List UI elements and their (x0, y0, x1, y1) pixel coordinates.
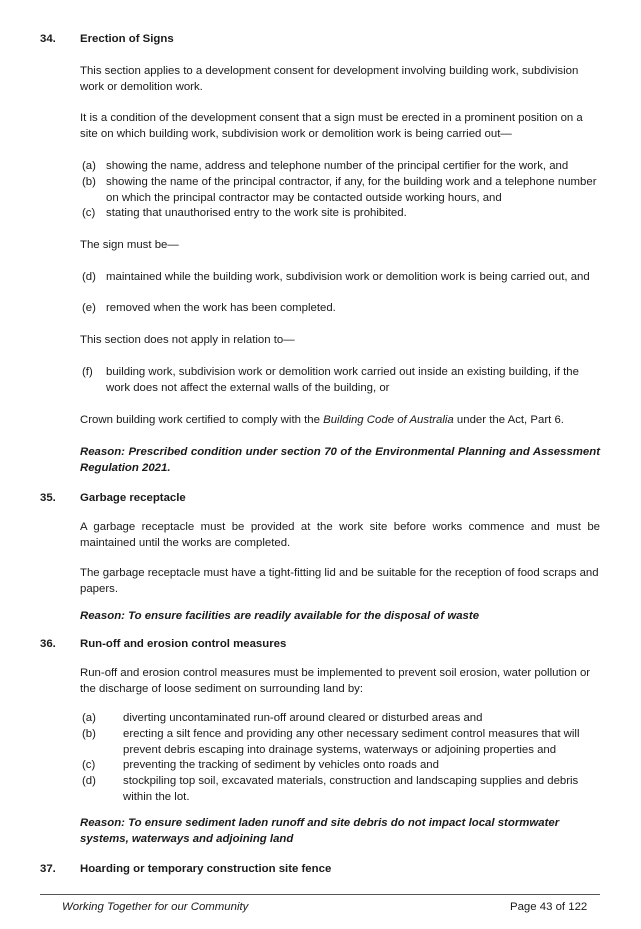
reason-statement: Reason: To ensure sediment laden runoff and site debris do not impact local stormwater systems, waterways and adjoining land (80, 817, 560, 845)
section-heading: Erection of Signs (80, 33, 174, 45)
list-label: (b) (82, 176, 96, 188)
section-number: 36. (40, 638, 56, 650)
list-item: building work, subdivision work or demolition work carried out inside an existing building, if the work does not affect the external walls of the building, or (106, 366, 579, 394)
list-label: (c) (82, 207, 96, 219)
list-label: (d) (82, 775, 96, 787)
list-item: showing the name of the principal contractor, if any, for the building work and a telephone number on which the principal contractor may be contacted outside working hours, and (106, 176, 597, 204)
paragraph: This section does not apply in relation to— (80, 334, 295, 346)
page-number: Page 43 of 122 (510, 901, 588, 913)
footer-divider (40, 894, 600, 895)
section-heading: Hoarding or temporary construction site fence (80, 863, 332, 875)
section-number: 34. (40, 33, 56, 45)
list-item: diverting uncontaminated run-off around cleared or disturbed areas and (123, 712, 483, 724)
section-number: 35. (40, 492, 56, 504)
list-item: removed when the work has been completed. (106, 302, 336, 314)
paragraph: This section applies to a development consent for development involving building work, subdivision work or demolition work. (80, 65, 579, 93)
list-item: erecting a silt fence and providing any other necessary sediment control measures that will prevent debris escaping into drainage systems, waterways or adjoining properties and (123, 728, 580, 756)
paragraph: The sign must be— (80, 239, 179, 251)
document-title-italic: Building Code of Australia (323, 414, 454, 426)
reason-statement: Reason: Prescribed condition under section 70 of the Environmental Planning and Assessment Regulation 2021. (80, 446, 600, 474)
list-item: stating that unauthorised entry to the work site is prohibited. (106, 207, 407, 219)
paragraph (80, 412, 600, 428)
list-label: (b) (82, 728, 96, 740)
list-label: (c) (82, 759, 96, 771)
reason-statement: Reason: To ensure facilities are readily available for the disposal of waste (80, 610, 480, 622)
section-number: 37. (40, 863, 56, 875)
list-item: stockpiling top soil, excavated materials, construction and landscaping supplies and debris within the lot. (123, 775, 579, 803)
list-label: (a) (82, 712, 96, 724)
paragraph: A garbage receptacle must be provided at the work site before works commence and must be maintained until the works are completed. (80, 521, 600, 549)
section-heading: Garbage receptacle (80, 492, 186, 504)
list-item: maintained while the building work, subdivision work or demolition work is being carried out, and (106, 271, 590, 283)
text-run: Crown building work certified to comply with the (80, 414, 324, 426)
list-label: (a) (82, 160, 96, 172)
paragraph: The garbage receptacle must have a tight-fitting lid and be suitable for the reception of food scraps and papers. (80, 567, 599, 595)
list-item: preventing the tracking of sediment by vehicles onto roads and (123, 759, 439, 771)
list-item: showing the name, address and telephone number of the principal certifier for the work, and (106, 160, 569, 172)
list-label: (e) (82, 302, 96, 314)
paragraph: Run-off and erosion control measures must be implemented to prevent soil erosion, water pollution or the discharge of loose sediment on surrounding land by: (80, 667, 591, 695)
text-run: under the Act, Part 6. (453, 414, 564, 426)
paragraph: It is a condition of the development consent that a sign must be erected in a prominent position on a site on which building work, subdivision work or demolition work is being carried out— (80, 112, 583, 140)
footer-tagline: Working Together for our Community (62, 901, 249, 913)
section-heading: Run-off and erosion control measures (80, 638, 287, 650)
list-label: (f) (82, 366, 93, 378)
list-label: (d) (82, 271, 96, 283)
